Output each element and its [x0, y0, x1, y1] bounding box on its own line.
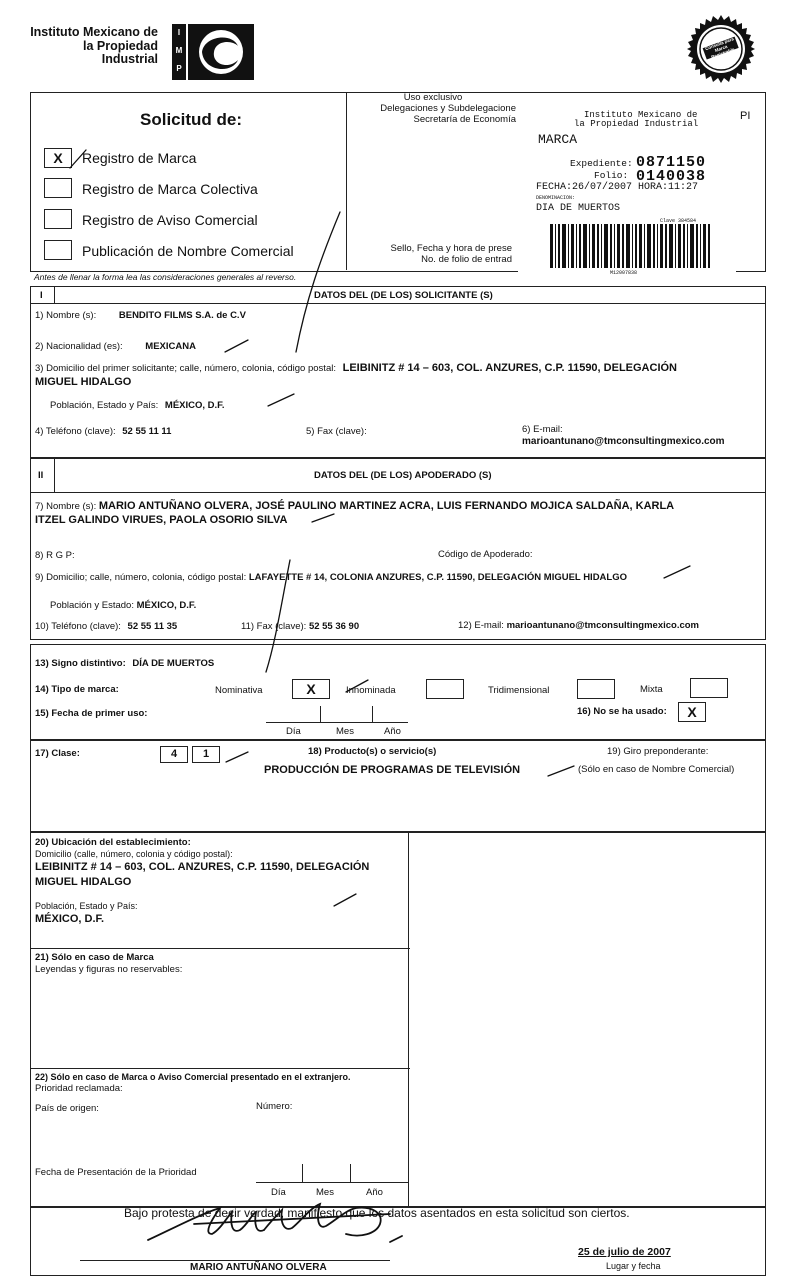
innominada-label: Innominada: [346, 685, 396, 696]
nombre-row: [35, 310, 246, 321]
section-1-title: DATOS DEL (DE LOS) SOLICITANTE (S): [314, 290, 493, 301]
section-5: [30, 832, 766, 1208]
aviso-comercial-label: Registro de Aviso Comercial: [82, 212, 258, 228]
nacionalidad-row: [35, 341, 196, 352]
email-label: 6) E-mail:: [522, 424, 563, 435]
numero-label: Número:: [256, 1101, 293, 1112]
nombre-label: 1) Nombre (s):: [35, 310, 97, 321]
seal-text: Consulta para Marca Registrable APROBADO coremex: [704, 36, 738, 69]
producto-label: 18) Producto(s) o servicio(s): [308, 746, 437, 757]
apoderado-telefono-value: 52 55 11 35: [127, 621, 178, 632]
tridimensional-label: Tridimensional: [488, 685, 550, 696]
nacionalidad-value: MEXICANA: [145, 341, 196, 352]
apoderado-telefono-row: [35, 621, 177, 632]
apoderado-telefono-label: 10) Teléfono (clave):: [35, 621, 121, 632]
ubicacion-label: 20) Ubicación del establecimiento:: [35, 837, 191, 848]
stamp-line2: la Propiedad Industrial: [574, 119, 699, 129]
institute-name-text: Instituto Mexicano de la Propiedad Industrial: [30, 25, 158, 66]
receipt-stamp: [518, 96, 736, 284]
section-2-title: DATOS DEL (DE LOS) APODERADO (S): [314, 470, 492, 481]
registro-marca-checkbox[interactable]: X: [44, 148, 72, 168]
stamp-expediente-label: Expediente:: [570, 158, 633, 169]
uso-exclusivo-line2: Delegaciones y Subdelegacione: [380, 103, 516, 114]
uso-exclusivo-block: [350, 92, 516, 125]
telefono-label: 4) Teléfono (clave):: [35, 426, 116, 437]
poblacion-value: MÉXICO, D.F.: [164, 400, 225, 411]
prioridad-anio: Año: [366, 1187, 383, 1198]
mixta-checkbox[interactable]: [690, 678, 728, 698]
section-2: [30, 458, 766, 640]
primer-uso-mes: Mes: [336, 726, 354, 737]
domicilio-value-2: MIGUEL HIDALGO: [35, 376, 132, 388]
apoderado-domicilio-value: LAFAYETTE # 14, COLONIA ANZURES, C.P. 11590, DELEGACIÓN MIGUEL HIDALGO: [248, 572, 627, 583]
nominativa-checkbox[interactable]: X: [292, 679, 330, 699]
tridimensional-checkbox[interactable]: [577, 679, 615, 699]
innominada-checkbox[interactable]: [426, 679, 464, 699]
imp-logo-letter-p: P: [176, 64, 182, 73]
nombre-value: BENDITO FILMS S.A. de C.V: [118, 310, 246, 321]
ubicacion-domicilio-2: MIGUEL HIDALGO: [35, 876, 132, 888]
pais-origen-label: País de origen:: [35, 1103, 99, 1114]
sello-line2: No. de folio de entrad: [421, 254, 512, 265]
prioridad-dia: Día: [271, 1187, 286, 1198]
poblacion-row: [50, 400, 225, 411]
giro-label: 19) Giro preponderante:: [607, 746, 709, 757]
apoderado-nombre-1: MARIO ANTUÑANO OLVERA, JOSÉ PAULINO MARTINEZ ACRA, LUIS FERNANDO MOJICA SALDAÑA, KARLA: [98, 500, 675, 512]
ubicacion-poblacion-label: Población, Estado y País:: [35, 901, 138, 911]
marca-colectiva-label: Registro de Marca Colectiva: [82, 181, 258, 197]
nombre-comercial-checkbox[interactable]: [44, 240, 72, 260]
pi-label: PI: [740, 110, 751, 122]
email-value: marioantunano@tmconsultingmexico.com: [522, 436, 725, 447]
stamp-denominacion-label: DENOMINACION:: [536, 195, 576, 201]
domicilio-value-1: LEIBINITZ # 14 – 603, COL. ANZURES, C.P. 11590, DELEGACIÓN: [342, 362, 678, 374]
signo-value: DÍA DE MUERTOS: [132, 658, 215, 669]
lugar-fecha-label: Lugar y fecha: [606, 1261, 661, 1271]
apoderado-domicilio-label: 9) Domicilio; calle, número, colonia, código postal:: [35, 572, 247, 583]
nominativa-label: Nominativa: [215, 685, 263, 696]
imp-logo-letter-i: I: [177, 28, 181, 37]
apoderado-poblacion-label: Población y Estado:: [50, 600, 134, 611]
stamp-fecha: FECHA:26/07/2007: [536, 182, 633, 193]
telefono-value: 52 55 11 11: [122, 426, 172, 437]
prioridad-mes: Mes: [316, 1187, 334, 1198]
giro-note: (Sólo en caso de Nombre Comercial): [578, 764, 735, 775]
marca-colectiva-checkbox[interactable]: [44, 178, 72, 198]
apoderado-fax-row: [241, 621, 359, 632]
imp-logo: [172, 24, 254, 80]
apoderado-nombre-row: [35, 500, 674, 512]
uso-exclusivo-line3: Secretaría de Economía: [413, 114, 516, 125]
fax-label: 5) Fax (clave):: [306, 426, 367, 437]
primer-uso-dia: Día: [286, 726, 301, 737]
clase-digit-1[interactable]: 4: [160, 746, 188, 763]
institute-name: [30, 26, 158, 67]
fecha-lugar-value: 25 de julio de 2007: [578, 1246, 671, 1258]
sello-line1: Sello, Fecha y hora de prese: [390, 243, 512, 254]
stamp-expediente: 0871150: [636, 154, 707, 171]
leyendas-label: Leyendas y figuras no reservables:: [35, 964, 183, 975]
ubicacion-poblacion-value: MÉXICO, D.F.: [35, 913, 105, 925]
nombre-comercial-label: Publicación de Nombre Comercial: [82, 243, 294, 259]
stamp-hora: HORA:11:27: [638, 182, 699, 193]
prioridad-label: Prioridad reclamada:: [35, 1083, 123, 1094]
solicitud-title: Solicitud de:: [140, 110, 242, 129]
stamp-line1: Instituto Mexicano de: [584, 110, 698, 120]
ubicacion-domicilio-label: Domicilio (calle, número, colonia y código postal):: [35, 849, 233, 859]
apoderado-domicilio-row: [35, 572, 627, 583]
domicilio-label: 3) Domicilio del primer solicitante; calle, número, colonia, código postal:: [35, 363, 336, 374]
ubicacion-domicilio-1: LEIBINITZ # 14 – 603, COL. ANZURES, C.P. 11590, DELEGACIÓN: [35, 861, 370, 873]
fecha-prioridad-label: Fecha de Presentación de la Prioridad: [35, 1167, 197, 1178]
signo-row: [35, 658, 214, 669]
producto-value: PRODUCCIÓN DE PROGRAMAS DE TELEVISIÓN: [264, 764, 521, 776]
telefono-row: [35, 426, 171, 437]
tipo-marca-label: 14) Tipo de marca:: [35, 684, 119, 695]
imp-logo-letter-m: M: [175, 46, 183, 55]
apoderado-email-row: [458, 620, 699, 631]
primer-uso-anio: Año: [384, 726, 401, 737]
domicilio-row: [35, 362, 677, 374]
apoderado-nombre-label: 7) Nombre (s):: [35, 501, 97, 512]
approval-seal: [686, 14, 756, 84]
aviso-comercial-checkbox[interactable]: [44, 209, 72, 229]
section-2-number: II: [38, 470, 44, 481]
protesta-text: Bajo protesta de decir verdad, manifiesto que los datos asentados en esta solicitud son ciertos.: [124, 1206, 630, 1220]
stamp-denominacion: DIA DE MUERTOS: [536, 203, 621, 214]
uso-exclusivo-line1: Uso exclusivo: [403, 92, 463, 103]
sello-block: [350, 243, 512, 265]
clase-digit-2[interactable]: 1: [192, 746, 220, 763]
apoderado-email-label: 12) E-mail:: [458, 620, 504, 631]
stamp-marca: MARCA: [538, 132, 578, 147]
stamp-clave: Clave 384584: [660, 218, 697, 224]
stamp-folio: 0140038: [636, 168, 707, 185]
fecha-primer-uso-label: 15) Fecha de primer uso:: [35, 708, 148, 719]
rgp-label: 8) R G P:: [35, 550, 75, 561]
stamp-barcode-text: M12007838: [610, 270, 638, 276]
stamp-folio-label: Folio:: [594, 170, 629, 181]
apoderado-email-value: marioantunano@tmconsultingmexico.com: [506, 620, 700, 631]
no-usado-checkbox[interactable]: X: [678, 702, 706, 722]
imp-logo-swirl: [188, 24, 254, 80]
apoderado-poblacion-value: MÉXICO, D.F.: [136, 600, 197, 611]
codigo-apoderado-label: Código de Apoderado:: [438, 549, 533, 560]
no-usado-label: 16) No se ha usado:: [577, 706, 667, 717]
solo-marca-label: 21) Sólo en caso de Marca: [35, 952, 154, 963]
poblacion-label: Población, Estado y País:: [50, 400, 159, 411]
nacionalidad-label: 2) Nacionalidad (es):: [35, 341, 123, 352]
instructions-note: Antes de llenar la forma lea las consideraciones generales al reverso.: [34, 272, 297, 282]
extranjero-label: 22) Sólo en caso de Marca o Aviso Comercial presentado en el extranjero.: [35, 1072, 351, 1082]
apoderado-fax-value: 52 55 36 90: [308, 621, 360, 632]
apoderado-fax-label: 11) Fax (clave):: [241, 621, 307, 632]
signo-label: 13) Signo distintivo:: [35, 658, 126, 669]
apoderado-poblacion-row: [50, 600, 196, 611]
registro-marca-label: Registro de Marca: [82, 150, 197, 166]
apoderado-nombre-2: ITZEL GALINDO VIRUES, PAOLA OSORIO SILVA: [35, 514, 288, 526]
section-1-number: I: [40, 290, 43, 301]
firmante-name: MARIO ANTUÑANO OLVERA: [190, 1262, 327, 1273]
stamp-barcode: [550, 224, 710, 268]
mixta-label: Mixta: [640, 684, 663, 695]
clase-label: 17) Clase:: [35, 748, 80, 759]
